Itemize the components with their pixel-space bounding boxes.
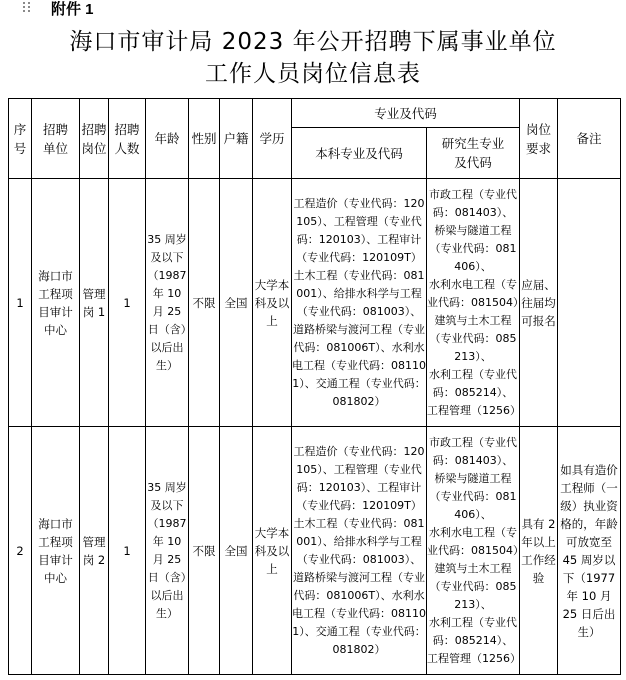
cell-requirement: 应届、往届均可报名 [520,179,558,427]
cell-hukou: 全国 [220,427,253,675]
header-age: 年龄 [146,99,189,179]
graduate-major-item: 市政工程（专业代码：081403）、 [429,187,517,219]
cell-major-graduate [427,179,524,427]
page-subtitle: 工作人员岗位信息表 [205,61,421,87]
cell-major-graduate [427,427,524,675]
cell-unit: 海口市工程项目审计中心 [32,179,80,427]
graduate-major-item: 水利工程（专业代码：085214）、 [429,367,517,399]
header-count: 招聘人数 [109,99,146,179]
cell-education: 大学本科及以上 [253,179,292,427]
cell-age: 35 周岁及以下（1987 年 10 月 25 日（含）以后出生） [146,179,189,427]
graduate-major-item: 建筑与土木工程（专业代码：085213）、 [429,313,517,363]
cell-gender: 不限 [189,179,220,427]
header-gender: 性别 [189,99,220,179]
cell-seq: 1 [9,179,32,427]
graduate-major-item: 工程管理（1256） [427,403,521,417]
header-post: 招聘岗位 [80,99,109,179]
attachment-label: 附件 1 [51,1,94,18]
graduate-major-item: 市政工程（专业代码：081403）、 [429,435,517,467]
cell-post: 管理岗 2 [80,427,109,675]
table-move-handle-icon[interactable] [23,2,31,14]
cell-age: 35 周岁及以下（1987 年 10 月 25 日（含）以后出生） [146,427,189,675]
page-title: 海口市审计局 2023 年公开招聘下属事业单位 [69,29,557,55]
header-major-group: 专业及代码 [292,99,520,128]
cell-major-bachelor: 工程造价（专业代码：120105）、工程管理（专业代码：120103）、工程审计（专业代码：120109T）土木工程（专业代码：081001）、给排水科学与工程（专业代码：081003）、道路桥梁与渡河工程（专业代码：081006T）、水利水电工程（专业代码：081101）、交通工程（专业代码：081802） [292,179,427,427]
graduate-major-item: 桥梁与隧道工程（专业代码：081406）、 [429,223,517,273]
header-requirement: 岗位要求 [520,99,558,179]
cell-unit: 海口市工程项目审计中心 [32,427,80,675]
graduate-major-item: 水利工程（专业代码：085214）、 [429,615,517,647]
table-row [9,179,621,427]
cell-gender: 不限 [189,427,220,675]
graduate-major-item: 桥梁与隧道工程（专业代码：081406）、 [429,471,517,521]
cell-post: 管理岗 1 [80,179,109,427]
header-seq: 序号 [9,99,32,179]
cell-remarks: 如具有造价工程师（一级）执业资格的，年龄可放宽至 45 周岁以下（1977 年 10 月 25 日后出生） [558,427,621,675]
header-hukou: 户籍 [220,99,253,179]
cell-remarks [558,179,621,427]
header-unit: 招聘单位 [32,99,80,179]
cell-seq: 2 [9,427,32,675]
cell-count: 1 [109,179,146,427]
header-major-graduate: 研究生专业及代码 [427,128,520,179]
cell-requirement: 具有 2 年以上工作经验 [520,427,558,675]
graduate-major-item: 建筑与土木工程（专业代码：085213）、 [429,561,517,611]
cell-education: 大学本科及以上 [253,427,292,675]
graduate-major-item: 工程管理（1256） [427,651,521,665]
table-row [9,427,621,675]
header-remarks: 备注 [558,99,621,179]
cell-count: 1 [109,427,146,675]
cell-hukou: 全国 [220,179,253,427]
job-info-table [8,98,621,675]
graduate-major-item: 水利水电工程（专业代码：081504） [427,277,524,309]
graduate-major-item: 水利水电工程（专业代码：081504） [427,525,524,557]
header-major-bachelor: 本科专业及代码 [292,128,427,179]
header-education: 学历 [253,99,292,179]
header-row [9,99,621,128]
cell-major-bachelor: 工程造价（专业代码：120105）、工程管理（专业代码：120103）、工程审计（专业代码：120109T）土木工程（专业代码：081001）、给排水科学与工程（专业代码：081003）、道路桥梁与渡河工程（专业代码：081006T）、水利水电工程（专业代码：081101）、交通工程（专业代码：081802） [292,427,427,675]
